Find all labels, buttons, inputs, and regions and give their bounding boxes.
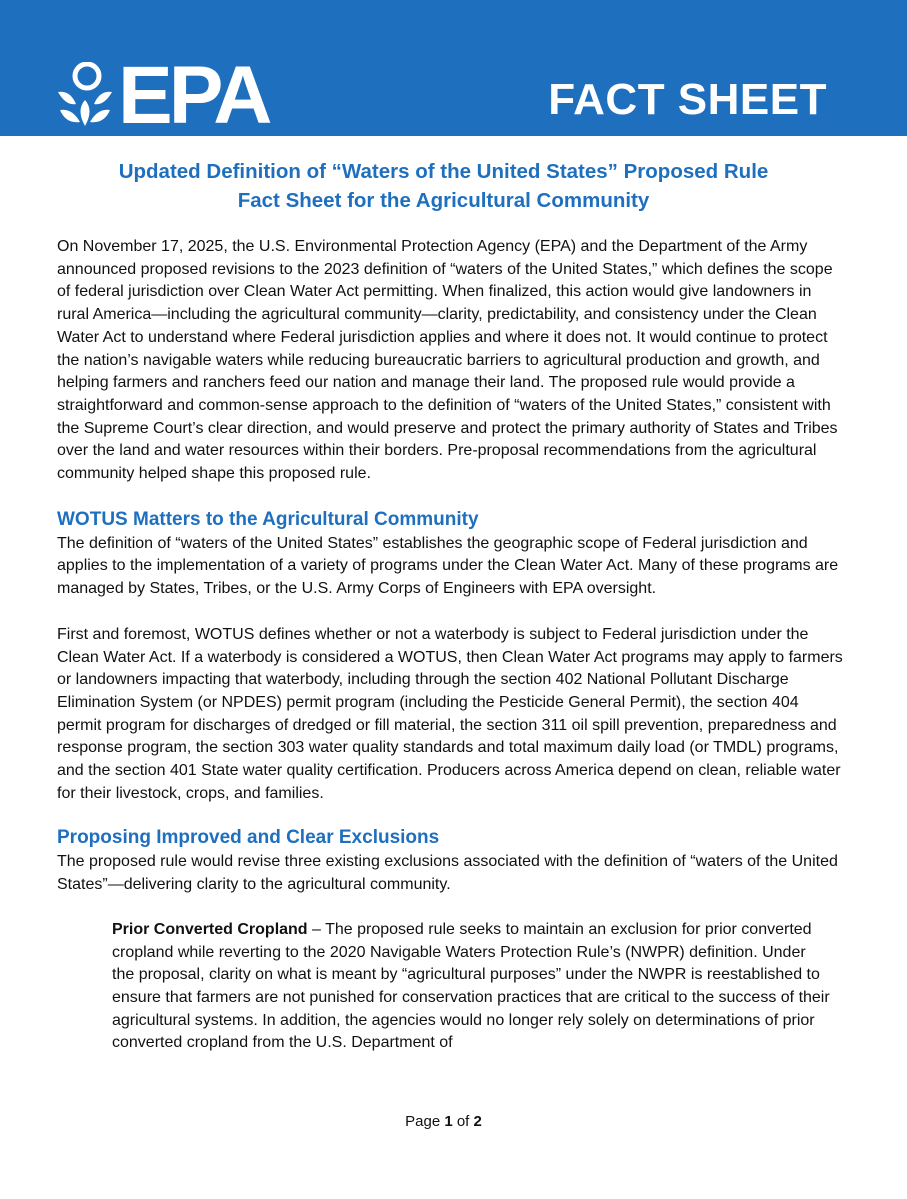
wotus-paragraph-1: The definition of “waters of the United States” establishes the geographic scope of Federal jurisdiction and applies to the implementation of a variety of programs under the Clean Water Act. Many of these programs are managed by States, Tribes, or the U.S. Army Corps of Engineers with EPA oversight. xyxy=(57,534,839,598)
current-page-number: 1 xyxy=(444,1113,453,1130)
document-body xyxy=(57,236,847,1055)
document-title xyxy=(0,157,887,215)
document-title-line-2: Fact Sheet for the Agricultural Community xyxy=(237,189,650,212)
page-word: Page xyxy=(405,1113,445,1130)
wotus-paragraph-2: First and foremost, WOTUS defines whether or not a waterbody is subject to Federal jurisdiction under the Clean Water Act. If a waterbody is considered a WOTUS, then Clean Water Act programs may apply to farmers or landowners impacting that waterbody, including through the section 402 National Pollutant Discharge Elimination System (or NPDES) permit program (including the Pesticide General Permit), the section 404 permit program for discharges of dredged or fill material, the section 311 oil spill prevention, preparedness and response program, the section 303 water quality standards and total maximum daily load (or TMDL) programs, and the section 401 State water quality certification. Producers across America depend on clean, reliable water for their livestock, crops, and families. xyxy=(57,625,843,802)
of-word: of xyxy=(452,1113,474,1130)
exclusions-paragraph: The proposed rule would revise three existing exclusions associated with the definition of “waters of the United States”—delivering clarity to the agricultural community. xyxy=(57,853,838,894)
document-title-line-1: Updated Definition of “Waters of the United States” Proposed Rule xyxy=(118,160,769,183)
fact-sheet-header xyxy=(0,0,907,141)
section-heading-exclusions: Proposing Improved and Clear Exclusions xyxy=(57,827,440,849)
prior-converted-cropland-term: Prior Converted Cropland xyxy=(112,920,308,938)
intro-paragraph: On November 17, 2025, the U.S. Environmental Protection Agency (EPA) and the Department of the Army announced proposed revisions to the 2023 definition of “waters of the United States,” which defines the scope of federal jurisdiction over Clean Water Act permitting. When finalized, this action would give landowners in rural America—including the agricultural community—clarity, predictability, and consistency under the Clean Water Act to understand where Federal jurisdiction applies and where it does not. It would continue to protect the nation’s navigable waters while reducing bureaucratic barriers to agricultural production and growth, and helping farmers and ranchers feed our nation and manage their land. The proposed rule would provide a straightforward and common-sense approach to the definition of “waters of the United States,” consistent with the Supreme Court’s clear direction, and would preserve and protect the primary authority of States and Tribes over the land and water resources within their borders. Pre-proposal recommendations from the agricultural community helped shape this proposed rule. xyxy=(57,238,838,483)
logo-text: EPA xyxy=(118,50,269,141)
epa-flower-icon xyxy=(54,62,116,128)
page-footer xyxy=(0,1112,887,1132)
prior-converted-cropland-paragraph xyxy=(112,919,832,1055)
fact-sheet-label: FACT SHEET xyxy=(548,75,827,124)
epa-logo xyxy=(54,50,269,141)
total-pages-number: 2 xyxy=(473,1113,482,1130)
section-heading-wotus-matters: WOTUS Matters to the Agricultural Community xyxy=(57,508,479,530)
prior-converted-cropland-text: – The proposed rule seeks to maintain an exclusion for prior converted cropland while reverting to the 2020 Navigable Waters Protection Rule’s (NWPR) definition. Under the proposal, clarity on what is meant by “agricultural purposes” under the NWPR is reestablished to ensure that farmers are not punished for conservation practices that are critical to the success of their agricultural systems. In addition, the agencies would no longer rely solely on determinations of prior converted cropland from the U.S. Department of xyxy=(112,920,830,1052)
